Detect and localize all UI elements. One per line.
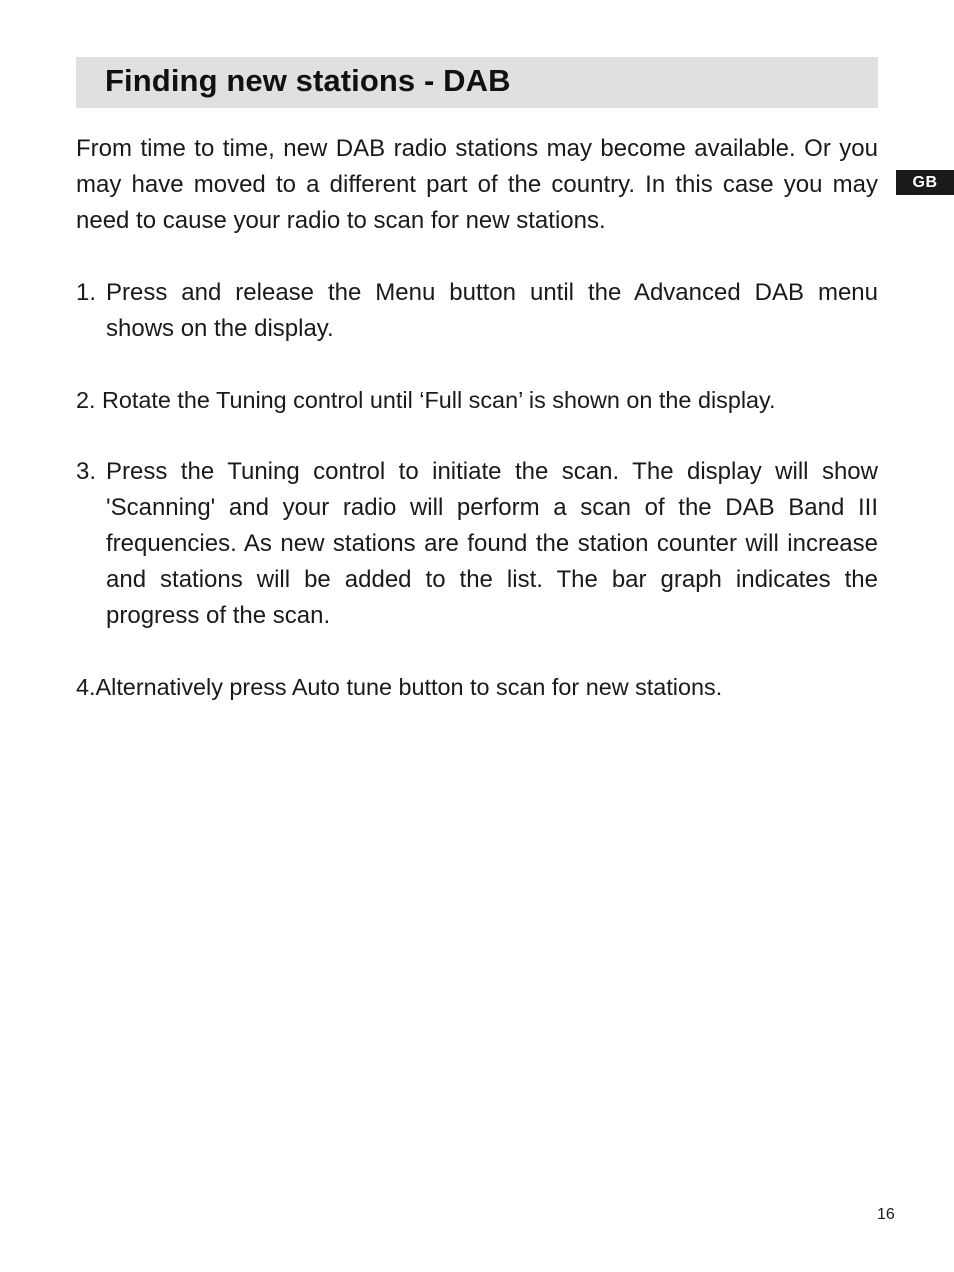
step-number: 2.	[76, 387, 96, 413]
step-1	[76, 275, 878, 347]
step-number: 3.	[76, 458, 97, 485]
step-text: Rotate the Tuning control until ‘Full scan’ is shown on the display.	[102, 387, 776, 413]
step-2	[76, 382, 878, 418]
step-text: Press the Tuning control to initiate the scan. The display will show 'Scanning' and your radio will perform a scan of the DAB Band III frequencies. As new stations are found the station counter will increase and stations will be added to the list. The bar graph indicates the progress of the scan.	[106, 458, 878, 629]
step-number: 1.	[76, 279, 97, 306]
section-title-bar	[76, 57, 878, 108]
step-number: 4.	[76, 674, 96, 700]
intro-paragraph: From time to time, new DAB radio stations may become available. Or you may have moved to a different part of the country. In this case you may need to cause your radio to scan for new stations.	[76, 135, 878, 234]
step-3	[76, 454, 878, 634]
step-4	[76, 669, 878, 705]
step-text: Press and release the Menu button until the Advanced DAB menu shows on the display.	[106, 279, 878, 342]
step-text: Alternatively press Auto tune button to scan for new stations.	[95, 674, 723, 700]
page-title: Finding new stations - DAB	[105, 63, 511, 98]
page-number: 16	[877, 1206, 895, 1223]
language-tab: GB	[896, 170, 954, 195]
